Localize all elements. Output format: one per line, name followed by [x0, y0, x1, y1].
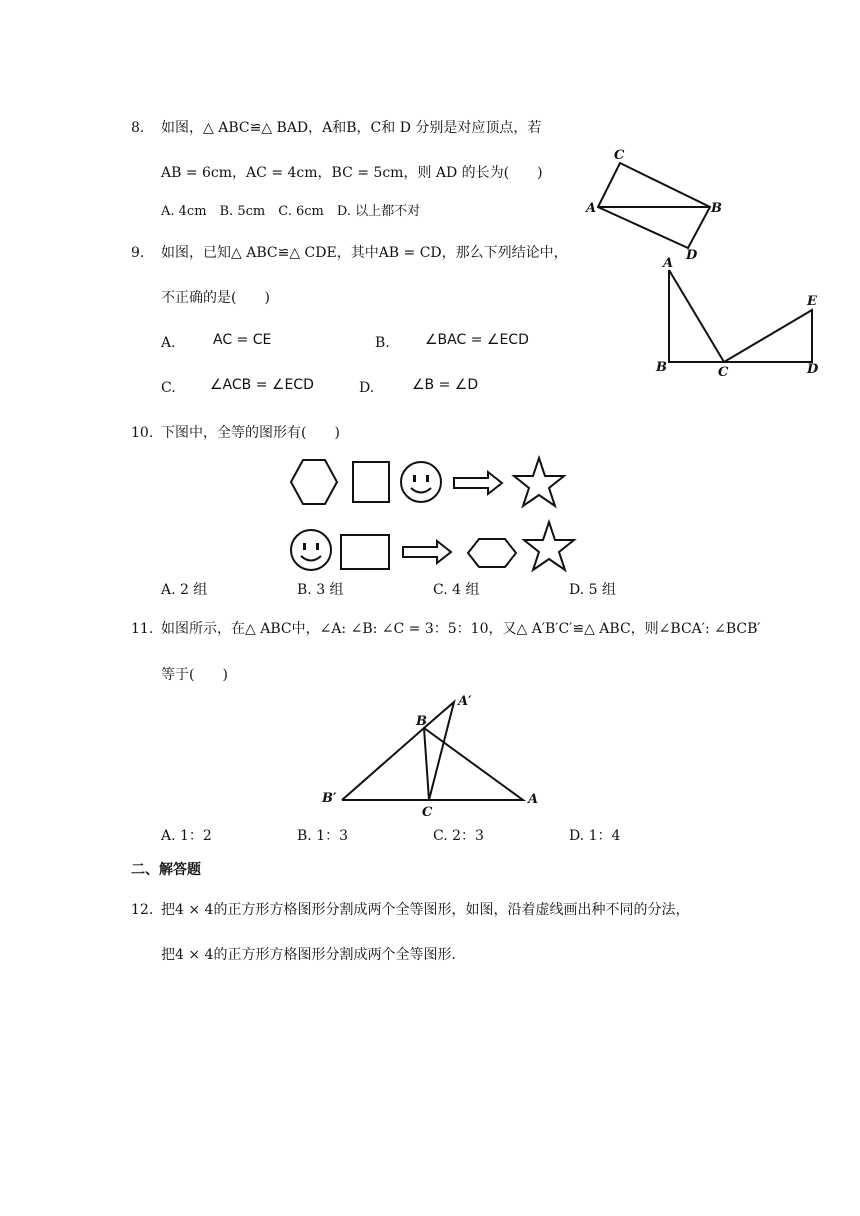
- arrow-shape: [454, 472, 502, 494]
- q8-label-d: D: [686, 248, 698, 263]
- q9-triangle-cde: [724, 310, 812, 362]
- q9-option-b-key: B.: [375, 335, 390, 351]
- arrow-shape: [403, 541, 451, 563]
- q10-option-b: B. 3 组: [297, 582, 344, 598]
- q9-number: 9.: [131, 245, 145, 261]
- q11-segment-bc: [424, 728, 429, 800]
- q9-option-a: AC = CE: [213, 332, 272, 348]
- star-shape: [514, 458, 564, 506]
- q8-quadrilateral: [598, 163, 710, 248]
- q12-stem-line2: 把4 × 4的正方形方格图形分割成两个全等图形．: [161, 947, 466, 963]
- q9-stem-line1: 如图，已知△ ABC≌△ CDE，其中AB = CD，那么下列结论中，: [161, 245, 568, 261]
- smiley-face-shape: [291, 530, 331, 570]
- q11-option-a: A. 1：2: [161, 828, 212, 844]
- q8-options: A. 4cm B. 5cm C. 6cm D. 以上都不对: [161, 204, 421, 219]
- q12-number: 12.: [131, 902, 154, 918]
- q10-number: 10.: [131, 425, 154, 441]
- hexagon-shape: [468, 539, 516, 567]
- square-shape: [353, 462, 389, 502]
- q9-option-c-key: C.: [161, 380, 176, 396]
- q9-option-b: ∠BAC = ∠ECD: [425, 332, 529, 348]
- q8-label-b: B: [711, 201, 722, 216]
- q8-figure: [580, 145, 730, 265]
- hexagon-shape: [291, 460, 337, 504]
- q10-option-c: C. 4 组: [433, 582, 480, 598]
- q11-stem-line1: 如图所示，在△ ABC中，∠A: ∠B: ∠C = 3：5：10，又△ A′B′C′≌△ ABC，则∠BCA′: ∠BCB′: [161, 621, 761, 637]
- q9-label-c: C: [718, 365, 729, 380]
- q8-stem-line1: 如图，△ ABC≌△ BAD，A和B，C和 D 分别是对应顶点，若: [161, 120, 542, 136]
- q9-label-e: E: [807, 294, 817, 309]
- q11-label-a: A: [528, 792, 539, 807]
- q11-stem-line2: 等于( ): [161, 667, 228, 683]
- section-title: 二、解答题: [131, 862, 201, 878]
- q10-stem: 下图中，全等的图形有( ): [161, 425, 340, 441]
- rectangle-shape: [341, 535, 389, 569]
- q11-figure: [318, 690, 548, 820]
- q8-stem-line2: AB = 6cm，AC = 4cm，BC = 5cm，则 AD 的长为( ): [161, 165, 543, 181]
- q9-figure: [652, 255, 827, 380]
- smiley-face-shape: [401, 462, 441, 502]
- q9-option-c: ∠ACB = ∠ECD: [210, 377, 314, 393]
- q11-option-d: D. 1：4: [569, 828, 621, 844]
- q9-stem-line2: 不正确的是( ): [161, 290, 270, 306]
- q11-label-c: C: [422, 805, 433, 820]
- q11-label-a-prime: A′: [458, 694, 472, 709]
- q11-number: 11.: [131, 621, 154, 637]
- q11-label-b: B: [416, 714, 427, 729]
- q9-triangle-abc: [669, 270, 724, 362]
- star-shape: [524, 522, 574, 570]
- q10-option-a: A. 2 组: [161, 582, 208, 598]
- q11-option-b: B. 1：3: [297, 828, 349, 844]
- q9-label-d: D: [807, 362, 819, 377]
- q9-option-d-key: D.: [359, 380, 375, 396]
- q11-option-c: C. 2：3: [433, 828, 484, 844]
- q8-number: 8.: [131, 120, 145, 136]
- q11-label-b-prime: B′: [322, 791, 337, 806]
- q9-option-d: ∠B = ∠D: [412, 377, 479, 393]
- q10-shapes-figure: [280, 452, 580, 578]
- q9-label-a: A: [663, 256, 674, 271]
- q10-option-d: D. 5 组: [569, 582, 616, 598]
- q9-label-b: B: [656, 360, 667, 375]
- q8-label-c: C: [614, 148, 625, 163]
- q12-stem-line1: 把4 × 4的正方形方格图形分割成两个全等图形，如图，沿着虚线画出种不同的分法，: [161, 902, 690, 918]
- q9-option-a-key: A.: [161, 335, 176, 351]
- q8-label-a: A: [586, 201, 597, 216]
